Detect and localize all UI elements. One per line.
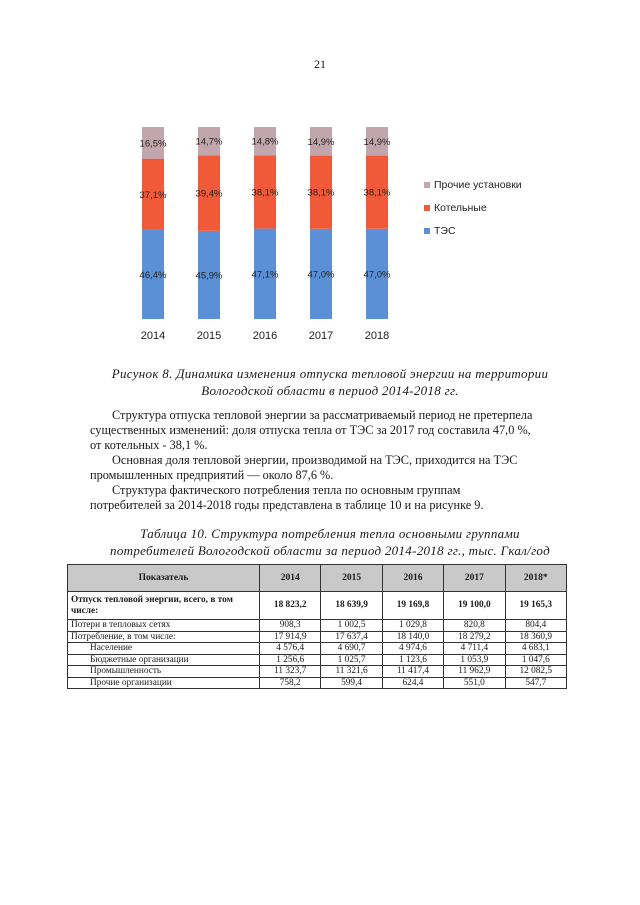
table-row-label: Бюджетные организации [68, 654, 260, 666]
page-number: 21 [314, 57, 326, 71]
table-header-cell: 2017 [444, 565, 505, 592]
table-cell: 804,4 [505, 620, 566, 632]
table-cell: 19 165,3 [505, 592, 566, 620]
table-cell: 4 974,6 [382, 643, 443, 655]
table-header-cell: 2014 [260, 565, 321, 592]
table-row [68, 620, 567, 632]
table-cell: 18 360,9 [505, 631, 566, 643]
table-cell: 18 639,9 [321, 592, 382, 620]
data-label: 45,9% [195, 270, 223, 282]
x-tick-label: 2016 [252, 330, 278, 342]
legend-swatch [424, 182, 430, 188]
table-cell: 758,2 [260, 677, 321, 689]
table-cell: 1 002,5 [321, 620, 382, 632]
table-row [68, 666, 567, 678]
data-label: 47,0% [307, 269, 335, 281]
paragraph-1-line2: существенных изменений: доля отпуска тепла от ТЭС за 2017 год составила 47,0 %, [90, 423, 531, 437]
data-label: 47,0% [363, 269, 391, 281]
data-label: 38,1% [251, 187, 279, 199]
paragraph-1-line3: от котельных - 38,1 %. [90, 438, 208, 452]
data-label: 16,5% [139, 138, 167, 150]
table-row-label: Потребление, в том числе: [68, 631, 260, 643]
table-row-label: Отпуск тепловой энергии, всего, в том числе: [68, 592, 260, 620]
table-cell: 18 140,0 [382, 631, 443, 643]
table-cell: 11 323,7 [260, 666, 321, 678]
table-header-cell: 2018* [505, 565, 566, 592]
table-row-label: Потери в тепловых сетях [68, 620, 260, 632]
table-header-cell: 2016 [382, 565, 443, 592]
paragraph-1 [90, 408, 556, 453]
table-row-label: Население [68, 643, 260, 655]
table-row [68, 592, 567, 620]
x-tick-label: 2017 [308, 330, 334, 342]
table-caption [60, 525, 600, 559]
legend-label: ТЭС [434, 225, 456, 237]
table-cell: 1 025,7 [321, 654, 382, 666]
data-label: 38,1% [307, 187, 335, 199]
table-cell: 908,3 [260, 620, 321, 632]
consumption-table [67, 564, 567, 689]
x-tick-label: 2018 [364, 330, 390, 342]
table-cell: 4 711,4 [444, 643, 505, 655]
table-cell: 19 169,8 [382, 592, 443, 620]
legend-label: Прочие установки [434, 179, 522, 191]
table-cell: 11 962,9 [444, 666, 505, 678]
data-label: 39,4% [195, 188, 223, 200]
table-cell: 1 029,8 [382, 620, 443, 632]
table-cell: 19 100,0 [444, 592, 505, 620]
data-label: 14,7% [195, 136, 223, 148]
table-caption-line2: потребителей Вологодской области за период 2014-2018 гг., тыс. Гкал/год [110, 543, 550, 558]
table-row [68, 631, 567, 643]
table-cell: 1 256,6 [260, 654, 321, 666]
paragraph-2-line1: Основная доля тепловой энергии, производимой на ТЭС, приходится на ТЭС [112, 453, 518, 467]
table-cell: 11 417,4 [382, 666, 443, 678]
x-tick-label: 2014 [140, 330, 166, 342]
table-cell: 4 683,1 [505, 643, 566, 655]
table-cell: 17 637,4 [321, 631, 382, 643]
data-label: 14,8% [251, 136, 279, 148]
x-tick-label: 2015 [196, 330, 222, 342]
table-cell: 1 123,6 [382, 654, 443, 666]
figure-caption [60, 365, 600, 399]
table-row-label: Прочие организации [68, 677, 260, 689]
paragraph-3-line2: потребителей за 2014-2018 годы представлена в таблице 10 и на рисунке 9. [90, 498, 484, 512]
table-cell: 17 914,9 [260, 631, 321, 643]
data-label: 37,1% [139, 189, 167, 201]
table-cell: 820,8 [444, 620, 505, 632]
paragraph-1-line1: Структура отпуска тепловой энергии за рассматриваемый период не претерпела [112, 408, 533, 422]
paragraph-3-line1: Структура фактического потребления тепла по основным группам [112, 483, 461, 497]
paragraph-2 [90, 453, 556, 483]
table-cell: 4 576,4 [260, 643, 321, 655]
data-label: 46,4% [139, 269, 167, 281]
legend-label: Котельные [434, 202, 487, 214]
table-cell: 12 082,5 [505, 666, 566, 678]
stacked-bar-chart [128, 118, 528, 348]
data-label: 14,9% [307, 136, 335, 148]
table-cell: 547,7 [505, 677, 566, 689]
data-label: 47,1% [251, 269, 279, 281]
data-label: 38,1% [363, 187, 391, 199]
table-cell: 4 690,7 [321, 643, 382, 655]
figure-caption-line1: Рисунок 8. Динамика изменения отпуска тепловой энергии на территории [111, 366, 549, 381]
paragraph-2-line2: промышленных предприятий — около 87,6 %. [90, 468, 334, 482]
table-cell: 18 823,2 [260, 592, 321, 620]
table-cell: 1 047,6 [505, 654, 566, 666]
table-cell: 599,4 [321, 677, 382, 689]
data-label: 14,9% [363, 136, 391, 148]
figure-caption-line2: Вологодской области в период 2014-2018 гг. [201, 383, 459, 398]
table-row-label: Промышленность [68, 666, 260, 678]
table-header-row [68, 565, 567, 592]
table-cell: 11 321,6 [321, 666, 382, 678]
table-cell: 551,0 [444, 677, 505, 689]
table-cell: 624,4 [382, 677, 443, 689]
table-cell: 1 053,9 [444, 654, 505, 666]
table-row [68, 654, 567, 666]
legend-swatch [424, 205, 430, 211]
table-row [68, 643, 567, 655]
table-caption-line1: Таблица 10. Структура потребления тепла основными группами [140, 526, 520, 541]
legend-swatch [424, 228, 430, 234]
paragraph-3 [90, 483, 556, 513]
table-row [68, 677, 567, 689]
table-header-cell: 2015 [321, 565, 382, 592]
table-cell: 18 279,2 [444, 631, 505, 643]
table-header-cell: Показатель [68, 565, 260, 592]
